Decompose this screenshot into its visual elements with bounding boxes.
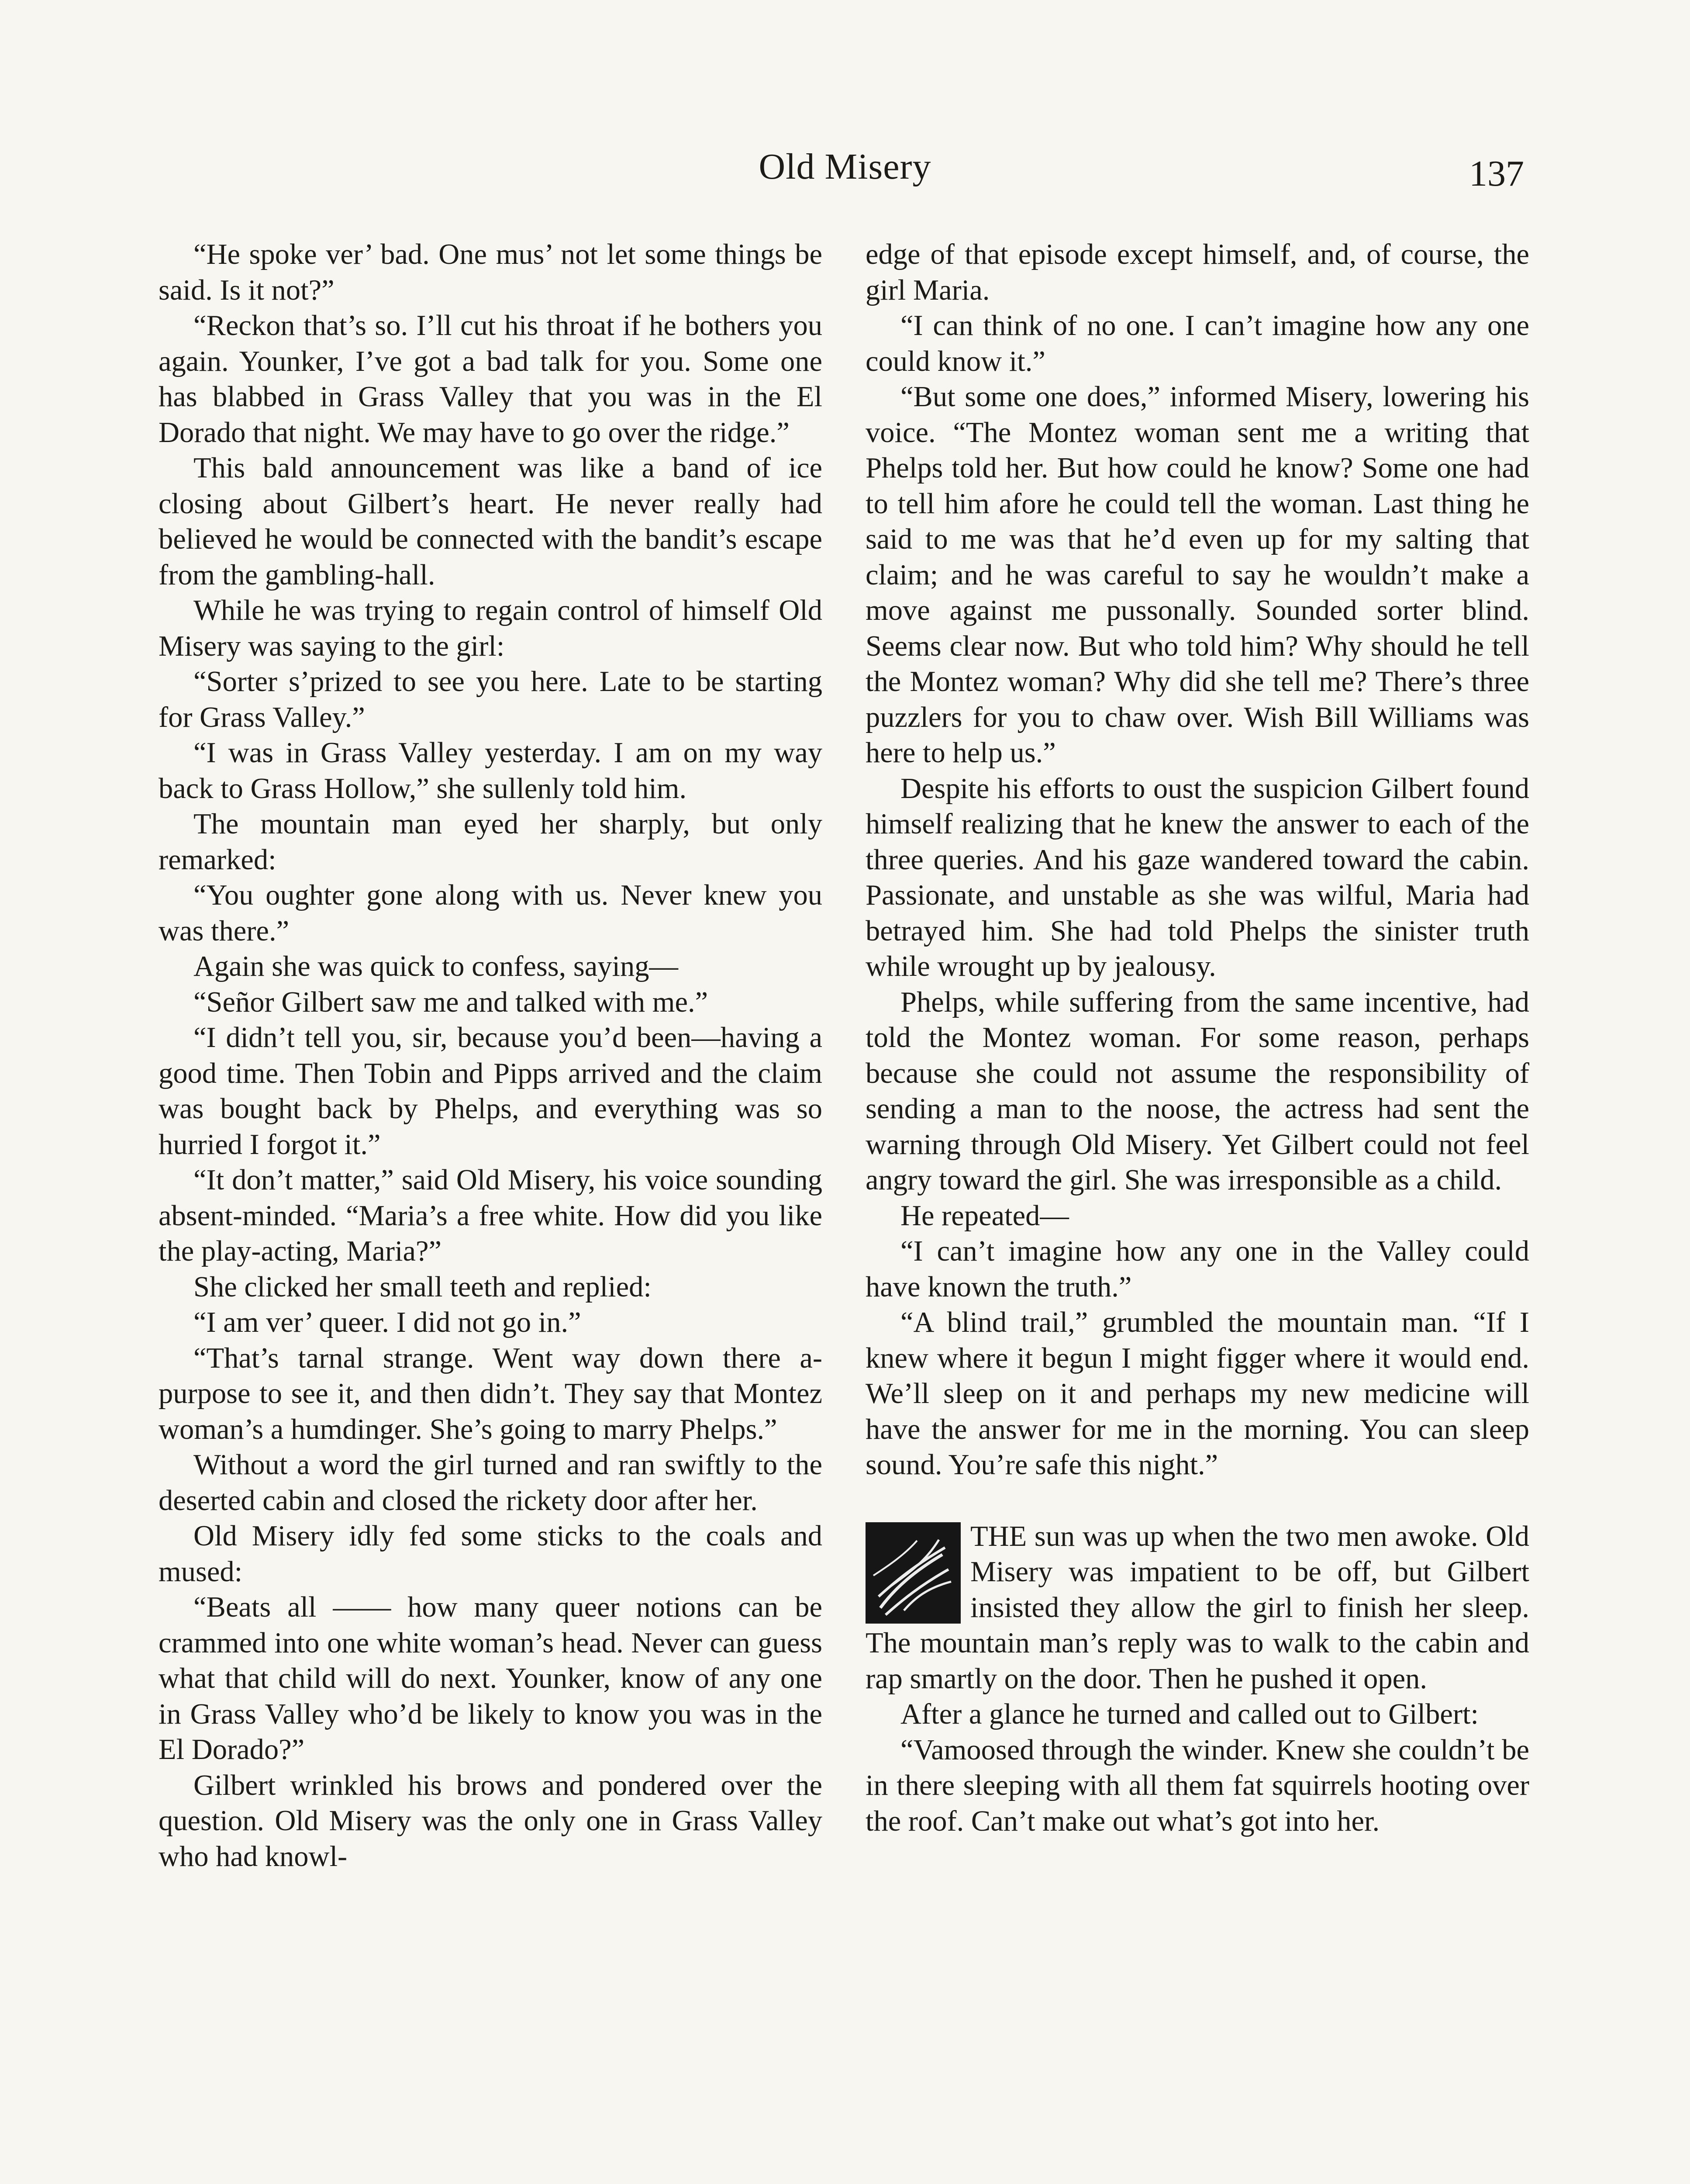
- dropcap-text: THE sun was up when the two men awoke. Old Misery was impatient to be off, but Gilbert insisted they allow the girl to finish her sleep. The mountain man’s reply was to walk to the cabin and rap smartly on the door. Then he pushed it open.: [866, 1520, 1529, 1695]
- left-column: [159, 237, 822, 1874]
- right-paragraph: Phelps, while suffering from the same incentive, had told the Montez woman. For some reason, perhaps because she could not assume the responsibility of sending a man to the noose, the actress had sent the warning through Old Misery. Yet Gilbert could not feel angry toward the girl. She was irresponsible as a child.: [866, 986, 1529, 1196]
- page-header-title: Old Misery: [759, 146, 931, 187]
- decorative-dropcap-icon: [866, 1522, 961, 1624]
- page-number: 137: [1469, 153, 1524, 194]
- right-paragraph: Despite his efforts to oust the suspicion Gilbert found himself realizing that he knew the answer to each of the three queries. And his gaze wandered toward the cabin. Passionate, and unstable as she was wilful, Maria had betrayed him. She had told Phelps the sinister truth while wrought up by jealousy.: [866, 772, 1529, 982]
- left-paragraph: Gilbert wrinkled his brows and pondered over the question. Old Misery was the only one in Grass Valley who had knowl-: [159, 1769, 822, 1873]
- left-paragraph: “I didn’t tell you, sir, because you’d been—having a good time. Then Tobin and Pipps arrived and the claim was bought back by Phelps, and everything was so hurried I forgot it.”: [159, 1022, 822, 1161]
- section-break: [866, 1483, 1529, 1519]
- right-column: [866, 237, 1529, 1839]
- right-paragraph: “I can think of no one. I can’t imagine how any one could know it.”: [866, 310, 1529, 377]
- right-paragraph: “Vamoosed through the winder. Knew she couldn’t be in there sleeping with all them fat squirrels hooting over the roof. Can’t make out what’s got into her.: [866, 1734, 1529, 1837]
- right-paragraph: “I can’t imagine how any one in the Valley could have known the truth.”: [866, 1235, 1529, 1303]
- left-paragraph: “You oughter gone along with us. Never knew you was there.”: [159, 879, 822, 947]
- right-paragraph: “But some one does,” informed Misery, lowering his voice. “The Montez woman sent me a writing that Phelps told her. But how could he know? Some one had to tell him afore he could tell the woman. Last thing he said to me was that he’d even up for my salting that claim; and he was careful to say he wouldn’t make a move against me pussonally. Sounded sorter blind. Seems clear now. But who told him? Why should he tell the Montez woman? Why did she tell me? There’s three puzzlers for you to chaw over. Wish Bill Williams was here to help us.”: [866, 381, 1529, 769]
- left-paragraph: “That’s tarnal strange. Went way down there a-purpose to see it, and then didn’t. They say that Montez woman’s a humdinger. She’s going to marry Phelps.”: [159, 1342, 822, 1445]
- left-paragraph: “It don’t matter,” said Old Misery, his voice sounding absent-minded. “Maria’s a free white. How did you like the play-acting, Maria?”: [159, 1164, 822, 1267]
- dropcap-paragraph: [866, 1519, 1529, 1697]
- left-paragraph: Without a word the girl turned and ran swiftly to the deserted cabin and closed the rickety door after her.: [159, 1449, 822, 1517]
- left-paragraph: Again she was quick to confess, saying—: [193, 950, 678, 982]
- left-paragraph: This bald announcement was like a band of ice closing about Gilbert’s heart. He never really had believed he would be connected with the bandit’s escape from the gambling-hall.: [159, 452, 822, 591]
- decorative-dropcap-icon: [866, 1522, 961, 1624]
- right-paragraph-continued: edge of that episode except himself, and, of course, the girl Maria.: [866, 238, 1529, 306]
- left-paragraph: She clicked her small teeth and replied:: [193, 1271, 652, 1303]
- right-paragraph: “A blind trail,” grumbled the mountain man. “If I knew where it begun I might figger where it would end. We’ll sleep on it and perhaps my new medicine will have the answer for me in the morning. You can sleep sound. You’re safe this night.”: [866, 1306, 1529, 1481]
- right-paragraph: He repeated—: [900, 1199, 1069, 1232]
- left-paragraph: “Sorter s’prized to see you here. Late to be starting for Grass Valley.”: [159, 666, 822, 733]
- left-paragraph: “Señor Gilbert saw me and talked with me.”: [193, 986, 708, 1018]
- left-paragraph: “He spoke ver’ bad. One mus’ not let some things be said. Is it not?”: [159, 238, 822, 306]
- left-paragraph: While he was trying to regain control of himself Old Misery was saying to the girl:: [159, 594, 822, 662]
- right-paragraph: After a glance he turned and called out to Gilbert:: [900, 1698, 1479, 1730]
- left-paragraph: “I was in Grass Valley yesterday. I am on my way back to Grass Hollow,” she sullenly told him.: [159, 737, 822, 805]
- left-paragraph: The mountain man eyed her sharply, but only remarked:: [159, 808, 822, 876]
- left-paragraph: “Reckon that’s so. I’ll cut his throat if he bothers you again. Younker, I’ve got a bad talk for you. Some one has blabbed in Grass Valley that you was in the El Dorado that night. We may have to go over the ridge.”: [159, 310, 822, 449]
- left-paragraph: “I am ver’ queer. I did not go in.”: [193, 1306, 581, 1338]
- left-paragraph: Old Misery idly fed some sticks to the coals and mused:: [159, 1520, 822, 1588]
- left-paragraph: “Beats all —— how many queer notions can be crammed into one white woman’s head. Never can guess what that child will do next. Younker, know of any one in Grass Valley who’d be likely to know you was in the El Dorado?”: [159, 1591, 822, 1766]
